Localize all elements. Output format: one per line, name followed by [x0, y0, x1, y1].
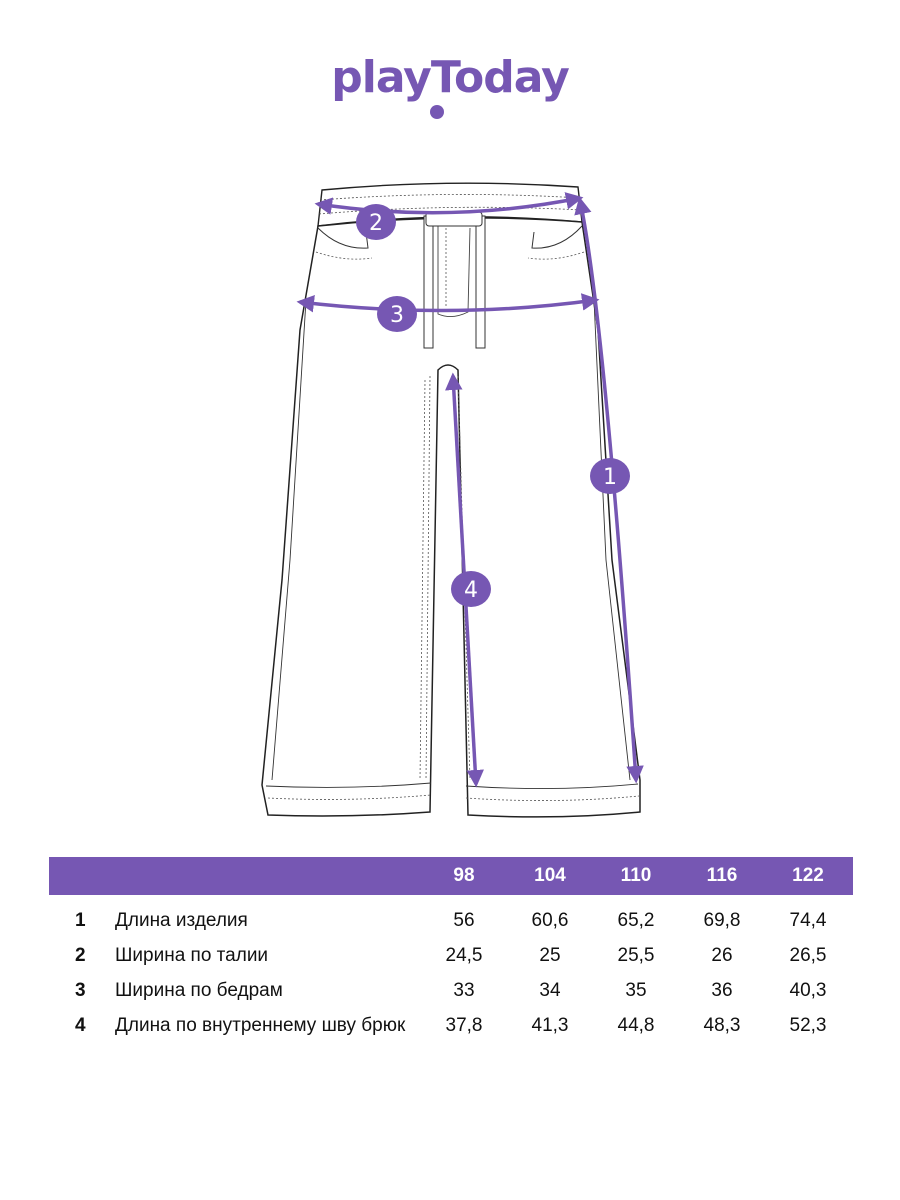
size-table-header	[49, 857, 853, 895]
table-cell: 25	[539, 945, 561, 966]
callout-badge-2	[356, 204, 396, 240]
table-cell: 37,8	[445, 1015, 483, 1036]
table-cell: 74,4	[789, 910, 827, 931]
table-cell: 34	[539, 980, 561, 1001]
pants-outline	[262, 218, 640, 817]
callout-number-2: 2	[369, 211, 383, 236]
brand-logo-text: playToday	[331, 52, 569, 103]
row-number: 2	[75, 945, 86, 966]
table-cell: 56	[453, 910, 475, 931]
table-cell: 52,3	[789, 1015, 827, 1036]
callout-badge-1	[590, 458, 630, 494]
table-cell: 26	[711, 945, 733, 966]
callout-number-1: 1	[603, 465, 617, 490]
row-name: Ширина по бедрам	[115, 980, 283, 1001]
size-header-98: 98	[453, 865, 475, 886]
row-name: Ширина по талии	[115, 945, 269, 966]
size-header-122: 122	[792, 865, 824, 886]
table-row	[49, 944, 853, 968]
table-cell: 60,6	[531, 910, 569, 931]
callout-badge-4	[451, 571, 491, 607]
callout-number-3: 3	[390, 303, 404, 328]
callout-number-4: 4	[464, 578, 478, 603]
table-cell: 65,2	[617, 910, 655, 931]
callout-badge-3	[377, 296, 417, 332]
table-cell: 48,3	[703, 1015, 741, 1036]
row-number: 1	[75, 910, 86, 931]
table-cell: 36	[711, 980, 733, 1001]
table-cell: 25,5	[617, 945, 655, 966]
table-cell: 69,8	[703, 910, 741, 931]
size-header-104: 104	[534, 865, 566, 886]
table-row	[49, 979, 853, 1003]
table-cell: 44,8	[617, 1015, 655, 1036]
table-cell: 41,3	[531, 1015, 569, 1036]
row-number: 3	[75, 980, 86, 1001]
table-cell: 35	[625, 980, 647, 1001]
row-name: Длина по внутреннему шву брюк	[115, 1015, 406, 1036]
table-cell: 33	[453, 980, 475, 1001]
table-cell: 26,5	[789, 945, 827, 966]
table-row	[49, 1014, 853, 1038]
row-name: Длина изделия	[115, 910, 248, 931]
size-header-116: 116	[706, 865, 738, 886]
table-row	[49, 909, 853, 933]
size-table	[49, 857, 853, 1038]
table-cell: 40,3	[789, 980, 827, 1001]
row-number: 4	[75, 1015, 86, 1036]
table-cell: 24,5	[445, 945, 483, 966]
size-header-110: 110	[620, 865, 652, 886]
